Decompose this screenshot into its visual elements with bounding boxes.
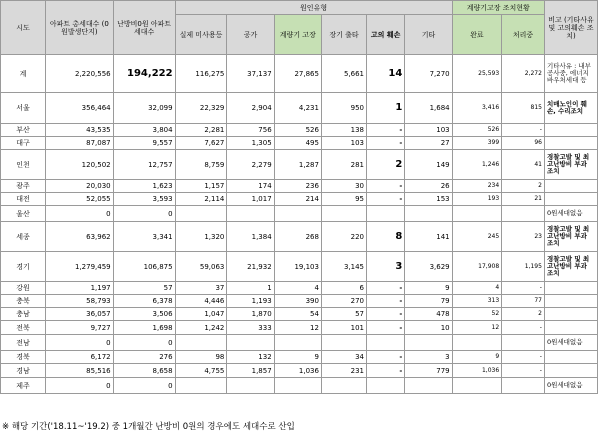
cell-prog: 21 — [502, 193, 545, 206]
cell-done: 4 — [452, 282, 502, 295]
cell-region: 충남 — [1, 308, 46, 321]
cell-vacant: 1,017 — [227, 193, 274, 206]
cell-zero: 32,099 — [113, 93, 175, 124]
cell-absence: 231 — [321, 364, 366, 378]
cell-intent: - — [367, 124, 405, 137]
cell-apt: 120,502 — [46, 150, 114, 180]
cell-note — [544, 282, 597, 295]
cell-intent — [367, 206, 405, 222]
cell-region: 충북 — [1, 295, 46, 308]
cell-meter: 390 — [274, 295, 321, 308]
cell-apt: 52,055 — [46, 193, 114, 206]
cell-meter: 19,103 — [274, 252, 321, 282]
table-row — [1, 295, 598, 308]
cell-apt: 9,727 — [46, 321, 114, 335]
cell-note — [544, 308, 597, 321]
table-row — [1, 124, 598, 137]
cell-other: 149 — [405, 150, 452, 180]
cell-zero: 1,698 — [113, 321, 175, 335]
cell-region: 경기 — [1, 252, 46, 282]
table-row — [1, 137, 598, 150]
cell-absence: 30 — [321, 180, 366, 193]
cell-meter: 268 — [274, 222, 321, 252]
cell-meter: 526 — [274, 124, 321, 137]
table-row — [1, 335, 598, 351]
cell-done: 193 — [452, 193, 502, 206]
table-row — [1, 180, 598, 193]
cell-prog: 2 — [502, 180, 545, 193]
cell-zero: 12,757 — [113, 150, 175, 180]
cell-zero: 9,557 — [113, 137, 175, 150]
cell-region: 전북 — [1, 321, 46, 335]
table-row — [1, 351, 598, 364]
cell-zero: 3,506 — [113, 308, 175, 321]
cell-other: 141 — [405, 222, 452, 252]
cell-intent: - — [367, 295, 405, 308]
table-row — [1, 93, 598, 124]
cell-other: 1,684 — [405, 93, 452, 124]
cell-absence — [321, 378, 366, 394]
cell-zero: 0 — [113, 335, 175, 351]
cell-apt: 356,464 — [46, 93, 114, 124]
cell-meter: 1,287 — [274, 150, 321, 180]
cell-note — [544, 321, 597, 335]
cell-actual: 4,755 — [175, 364, 227, 378]
cell-intent: - — [367, 193, 405, 206]
cell-prog — [502, 335, 545, 351]
cell-region: 경남 — [1, 364, 46, 378]
cell-note: 0원세대없음 — [544, 378, 597, 394]
cell-intent — [367, 378, 405, 394]
cell-zero: 8,658 — [113, 364, 175, 378]
cell-region: 제주 — [1, 378, 46, 394]
cell-zero: 0 — [113, 378, 175, 394]
cell-meter: 54 — [274, 308, 321, 321]
cell-region: 세종 — [1, 222, 46, 252]
cell-actual — [175, 206, 227, 222]
cell-other: 27 — [405, 137, 452, 150]
cell-region: 서울 — [1, 93, 46, 124]
cell-done: 17,908 — [452, 252, 502, 282]
cell-absence: 103 — [321, 137, 366, 150]
cell-vacant: 756 — [227, 124, 274, 137]
cell-prog: 1,195 — [502, 252, 545, 282]
cell-prog: 41 — [502, 150, 545, 180]
cell-other: 10 — [405, 321, 452, 335]
table-row — [1, 252, 598, 282]
header-apt-total: 아파트 총세대수 (0원발생단지) — [46, 1, 114, 55]
cell-region: 전남 — [1, 335, 46, 351]
cell-actual: 59,063 — [175, 252, 227, 282]
table-row — [1, 378, 598, 394]
cell-done: 3,416 — [452, 93, 502, 124]
cell-region: 광주 — [1, 180, 46, 193]
cell-note — [544, 193, 597, 206]
table-row — [1, 282, 598, 295]
cell-apt: 1,197 — [46, 282, 114, 295]
header-meter-fault: 계량기 고장 — [274, 15, 321, 55]
table-row — [1, 206, 598, 222]
cell-intent: - — [367, 308, 405, 321]
cell-zero: 3,804 — [113, 124, 175, 137]
cell-apt: 1,279,459 — [46, 252, 114, 282]
cell-other: 26 — [405, 180, 452, 193]
cell-prog: 2 — [502, 308, 545, 321]
table-row — [1, 193, 598, 206]
cell-note: 경찰고발 및 최고난방비 부과 조치 — [544, 150, 597, 180]
cell-zero: 276 — [113, 351, 175, 364]
cell-actual: 1,242 — [175, 321, 227, 335]
table-row — [1, 364, 598, 378]
cell-note — [544, 180, 597, 193]
cell-prog: - — [502, 321, 545, 335]
cell-zero: 3,593 — [113, 193, 175, 206]
cell-done: 399 — [452, 137, 502, 150]
cell-zero: 1,623 — [113, 180, 175, 193]
cell-vacant: 174 — [227, 180, 274, 193]
cell-zero: 0 — [113, 206, 175, 222]
cell-vacant — [227, 206, 274, 222]
header-fix-group: 계량기고장 조치현황 — [452, 1, 544, 15]
cell-actual: 4,446 — [175, 295, 227, 308]
cell-note: 경찰고발 및 최고난방비 부과 조치 — [544, 222, 597, 252]
cell-zero: 3,341 — [113, 222, 175, 252]
cell-actual: 22,329 — [175, 93, 227, 124]
cell-actual: 7,627 — [175, 137, 227, 150]
cell-meter: 12 — [274, 321, 321, 335]
cell-apt: 36,057 — [46, 308, 114, 321]
cell-absence: 101 — [321, 321, 366, 335]
cell-other: 103 — [405, 124, 452, 137]
cell-note — [544, 124, 597, 137]
cell-meter: 236 — [274, 180, 321, 193]
cell-actual — [175, 378, 227, 394]
cell-prog: 77 — [502, 295, 545, 308]
cell-actual: 1,320 — [175, 222, 227, 252]
cell-absence — [321, 335, 366, 351]
cell-done: 1,246 — [452, 150, 502, 180]
cell-region: 강원 — [1, 282, 46, 295]
cell-done: 12 — [452, 321, 502, 335]
cell-other — [405, 206, 452, 222]
cell-done: 313 — [452, 295, 502, 308]
cell-region: 울산 — [1, 206, 46, 222]
cell-done: 245 — [452, 222, 502, 252]
cell-done: 1,036 — [452, 364, 502, 378]
cell-prog — [502, 206, 545, 222]
cell-apt: 43,535 — [46, 124, 114, 137]
cell-other — [405, 378, 452, 394]
cell-apt: 85,516 — [46, 364, 114, 378]
header-sido: 시도 — [1, 1, 46, 55]
cell-note — [544, 137, 597, 150]
table-row — [1, 222, 598, 252]
table-row — [1, 321, 598, 335]
cell-region: 인천 — [1, 150, 46, 180]
cell-intent: 1 — [367, 93, 405, 124]
cell-absence: 950 — [321, 93, 366, 124]
cell-intent: 14 — [367, 55, 405, 93]
cell-done: 234 — [452, 180, 502, 193]
cell-apt: 2,220,556 — [46, 55, 114, 93]
cell-absence: 6 — [321, 282, 366, 295]
cell-prog: - — [502, 364, 545, 378]
cell-vacant: 1,870 — [227, 308, 274, 321]
cell-intent: - — [367, 321, 405, 335]
cell-apt: 87,087 — [46, 137, 114, 150]
table-row — [1, 55, 598, 93]
cell-prog: 2,272 — [502, 55, 545, 93]
cell-vacant: 1,193 — [227, 295, 274, 308]
cell-vacant: 1 — [227, 282, 274, 295]
cell-apt: 20,030 — [46, 180, 114, 193]
header-intentional: 고의 훼손 — [367, 15, 405, 55]
header-actual-unused: 실제 미사용등 — [175, 15, 227, 55]
cell-actual — [175, 335, 227, 351]
cell-vacant: 21,932 — [227, 252, 274, 282]
cell-other: 79 — [405, 295, 452, 308]
cell-region: 부산 — [1, 124, 46, 137]
cell-other: 7,270 — [405, 55, 452, 93]
cell-meter: 9 — [274, 351, 321, 364]
table-row — [1, 308, 598, 321]
cell-zero: 194,222 — [113, 55, 175, 93]
cell-intent: 8 — [367, 222, 405, 252]
cell-note: 치매노인이 훼손, 수리조치 — [544, 93, 597, 124]
cell-meter: 214 — [274, 193, 321, 206]
cell-prog: - — [502, 351, 545, 364]
header-vacant: 공가 — [227, 15, 274, 55]
cell-actual: 98 — [175, 351, 227, 364]
cell-vacant — [227, 378, 274, 394]
cell-prog: 815 — [502, 93, 545, 124]
cell-prog: - — [502, 282, 545, 295]
header-cause-group: 원인유형 — [175, 1, 452, 15]
cell-vacant: 1,857 — [227, 364, 274, 378]
cell-actual: 116,275 — [175, 55, 227, 93]
cell-meter: 27,865 — [274, 55, 321, 93]
header-other: 기타 — [405, 15, 452, 55]
cell-intent: - — [367, 364, 405, 378]
cell-other: 478 — [405, 308, 452, 321]
cell-note: 0원세대없음 — [544, 206, 597, 222]
cell-vacant: 37,137 — [227, 55, 274, 93]
cell-apt: 0 — [46, 378, 114, 394]
cell-other: 153 — [405, 193, 452, 206]
cell-actual: 37 — [175, 282, 227, 295]
cell-actual: 2,114 — [175, 193, 227, 206]
cell-apt: 6,172 — [46, 351, 114, 364]
cell-absence: 34 — [321, 351, 366, 364]
cell-region: 대구 — [1, 137, 46, 150]
cell-actual: 1,047 — [175, 308, 227, 321]
cell-prog: 96 — [502, 137, 545, 150]
cell-meter: 495 — [274, 137, 321, 150]
cell-actual: 1,157 — [175, 180, 227, 193]
cell-meter — [274, 378, 321, 394]
cell-other: 779 — [405, 364, 452, 378]
cell-note: 경찰고발 및 최고난방비 부과 조치 — [544, 252, 597, 282]
cell-region: 경북 — [1, 351, 46, 364]
cell-intent: 3 — [367, 252, 405, 282]
cell-other: 9 — [405, 282, 452, 295]
cell-meter — [274, 335, 321, 351]
cell-other — [405, 335, 452, 351]
cell-zero: 57 — [113, 282, 175, 295]
cell-vacant: 333 — [227, 321, 274, 335]
header-long-absence: 장기 출타 — [321, 15, 366, 55]
cell-prog — [502, 378, 545, 394]
cell-absence: 57 — [321, 308, 366, 321]
cell-done: 526 — [452, 124, 502, 137]
cell-absence: 270 — [321, 295, 366, 308]
cell-intent: - — [367, 282, 405, 295]
cell-vacant — [227, 335, 274, 351]
cell-note — [544, 364, 597, 378]
cell-meter: 4,231 — [274, 93, 321, 124]
cell-absence: 95 — [321, 193, 366, 206]
cell-actual: 8,759 — [175, 150, 227, 180]
cell-intent: - — [367, 351, 405, 364]
cell-zero: 6,378 — [113, 295, 175, 308]
cell-apt: 63,962 — [46, 222, 114, 252]
table-row — [1, 150, 598, 180]
cell-intent — [367, 335, 405, 351]
footnote: ※ 해당 기간('18.11~'19.2) 중 1개월간 난방비 0원의 경우에도 세대수로 산입 — [2, 422, 295, 432]
cell-absence: 281 — [321, 150, 366, 180]
cell-intent: - — [367, 180, 405, 193]
cell-other: 3,629 — [405, 252, 452, 282]
cell-region: 대전 — [1, 193, 46, 206]
cell-apt: 0 — [46, 335, 114, 351]
cell-note: 기타사유 : 내부공사중, 에너지바우처세대 등 — [544, 55, 597, 93]
cell-vacant: 2,904 — [227, 93, 274, 124]
cell-prog: 23 — [502, 222, 545, 252]
cell-note: 0원세대없음 — [544, 335, 597, 351]
cell-done: 25,593 — [452, 55, 502, 93]
cell-note — [544, 295, 597, 308]
cell-intent: 2 — [367, 150, 405, 180]
cell-done — [452, 335, 502, 351]
cell-note — [544, 351, 597, 364]
cell-absence: 3,145 — [321, 252, 366, 282]
header-fix-done: 완료 — [452, 15, 502, 55]
cell-apt: 58,793 — [46, 295, 114, 308]
header-remarks: 비고 (기타사유 및 고의훼손 조치) — [544, 1, 597, 55]
cell-done: 9 — [452, 351, 502, 364]
cell-vacant: 1,305 — [227, 137, 274, 150]
cell-absence — [321, 206, 366, 222]
cell-zero: 106,875 — [113, 252, 175, 282]
cell-absence: 5,661 — [321, 55, 366, 93]
header-heat-zero: 난방비0원 아파트 세대수 — [113, 1, 175, 55]
cell-vacant: 132 — [227, 351, 274, 364]
cell-prog: - — [502, 124, 545, 137]
cell-meter — [274, 206, 321, 222]
cell-done — [452, 206, 502, 222]
cell-vacant: 2,279 — [227, 150, 274, 180]
cell-region: 계 — [1, 55, 46, 93]
cell-other: 3 — [405, 351, 452, 364]
header-fix-in-progress: 처리중 — [502, 15, 545, 55]
cell-absence: 220 — [321, 222, 366, 252]
cell-absence: 138 — [321, 124, 366, 137]
cell-actual: 2,281 — [175, 124, 227, 137]
cell-done — [452, 378, 502, 394]
cell-intent: - — [367, 137, 405, 150]
cell-vacant: 1,384 — [227, 222, 274, 252]
cell-done: 52 — [452, 308, 502, 321]
cell-meter: 4 — [274, 282, 321, 295]
cell-meter: 1,036 — [274, 364, 321, 378]
cell-apt: 0 — [46, 206, 114, 222]
